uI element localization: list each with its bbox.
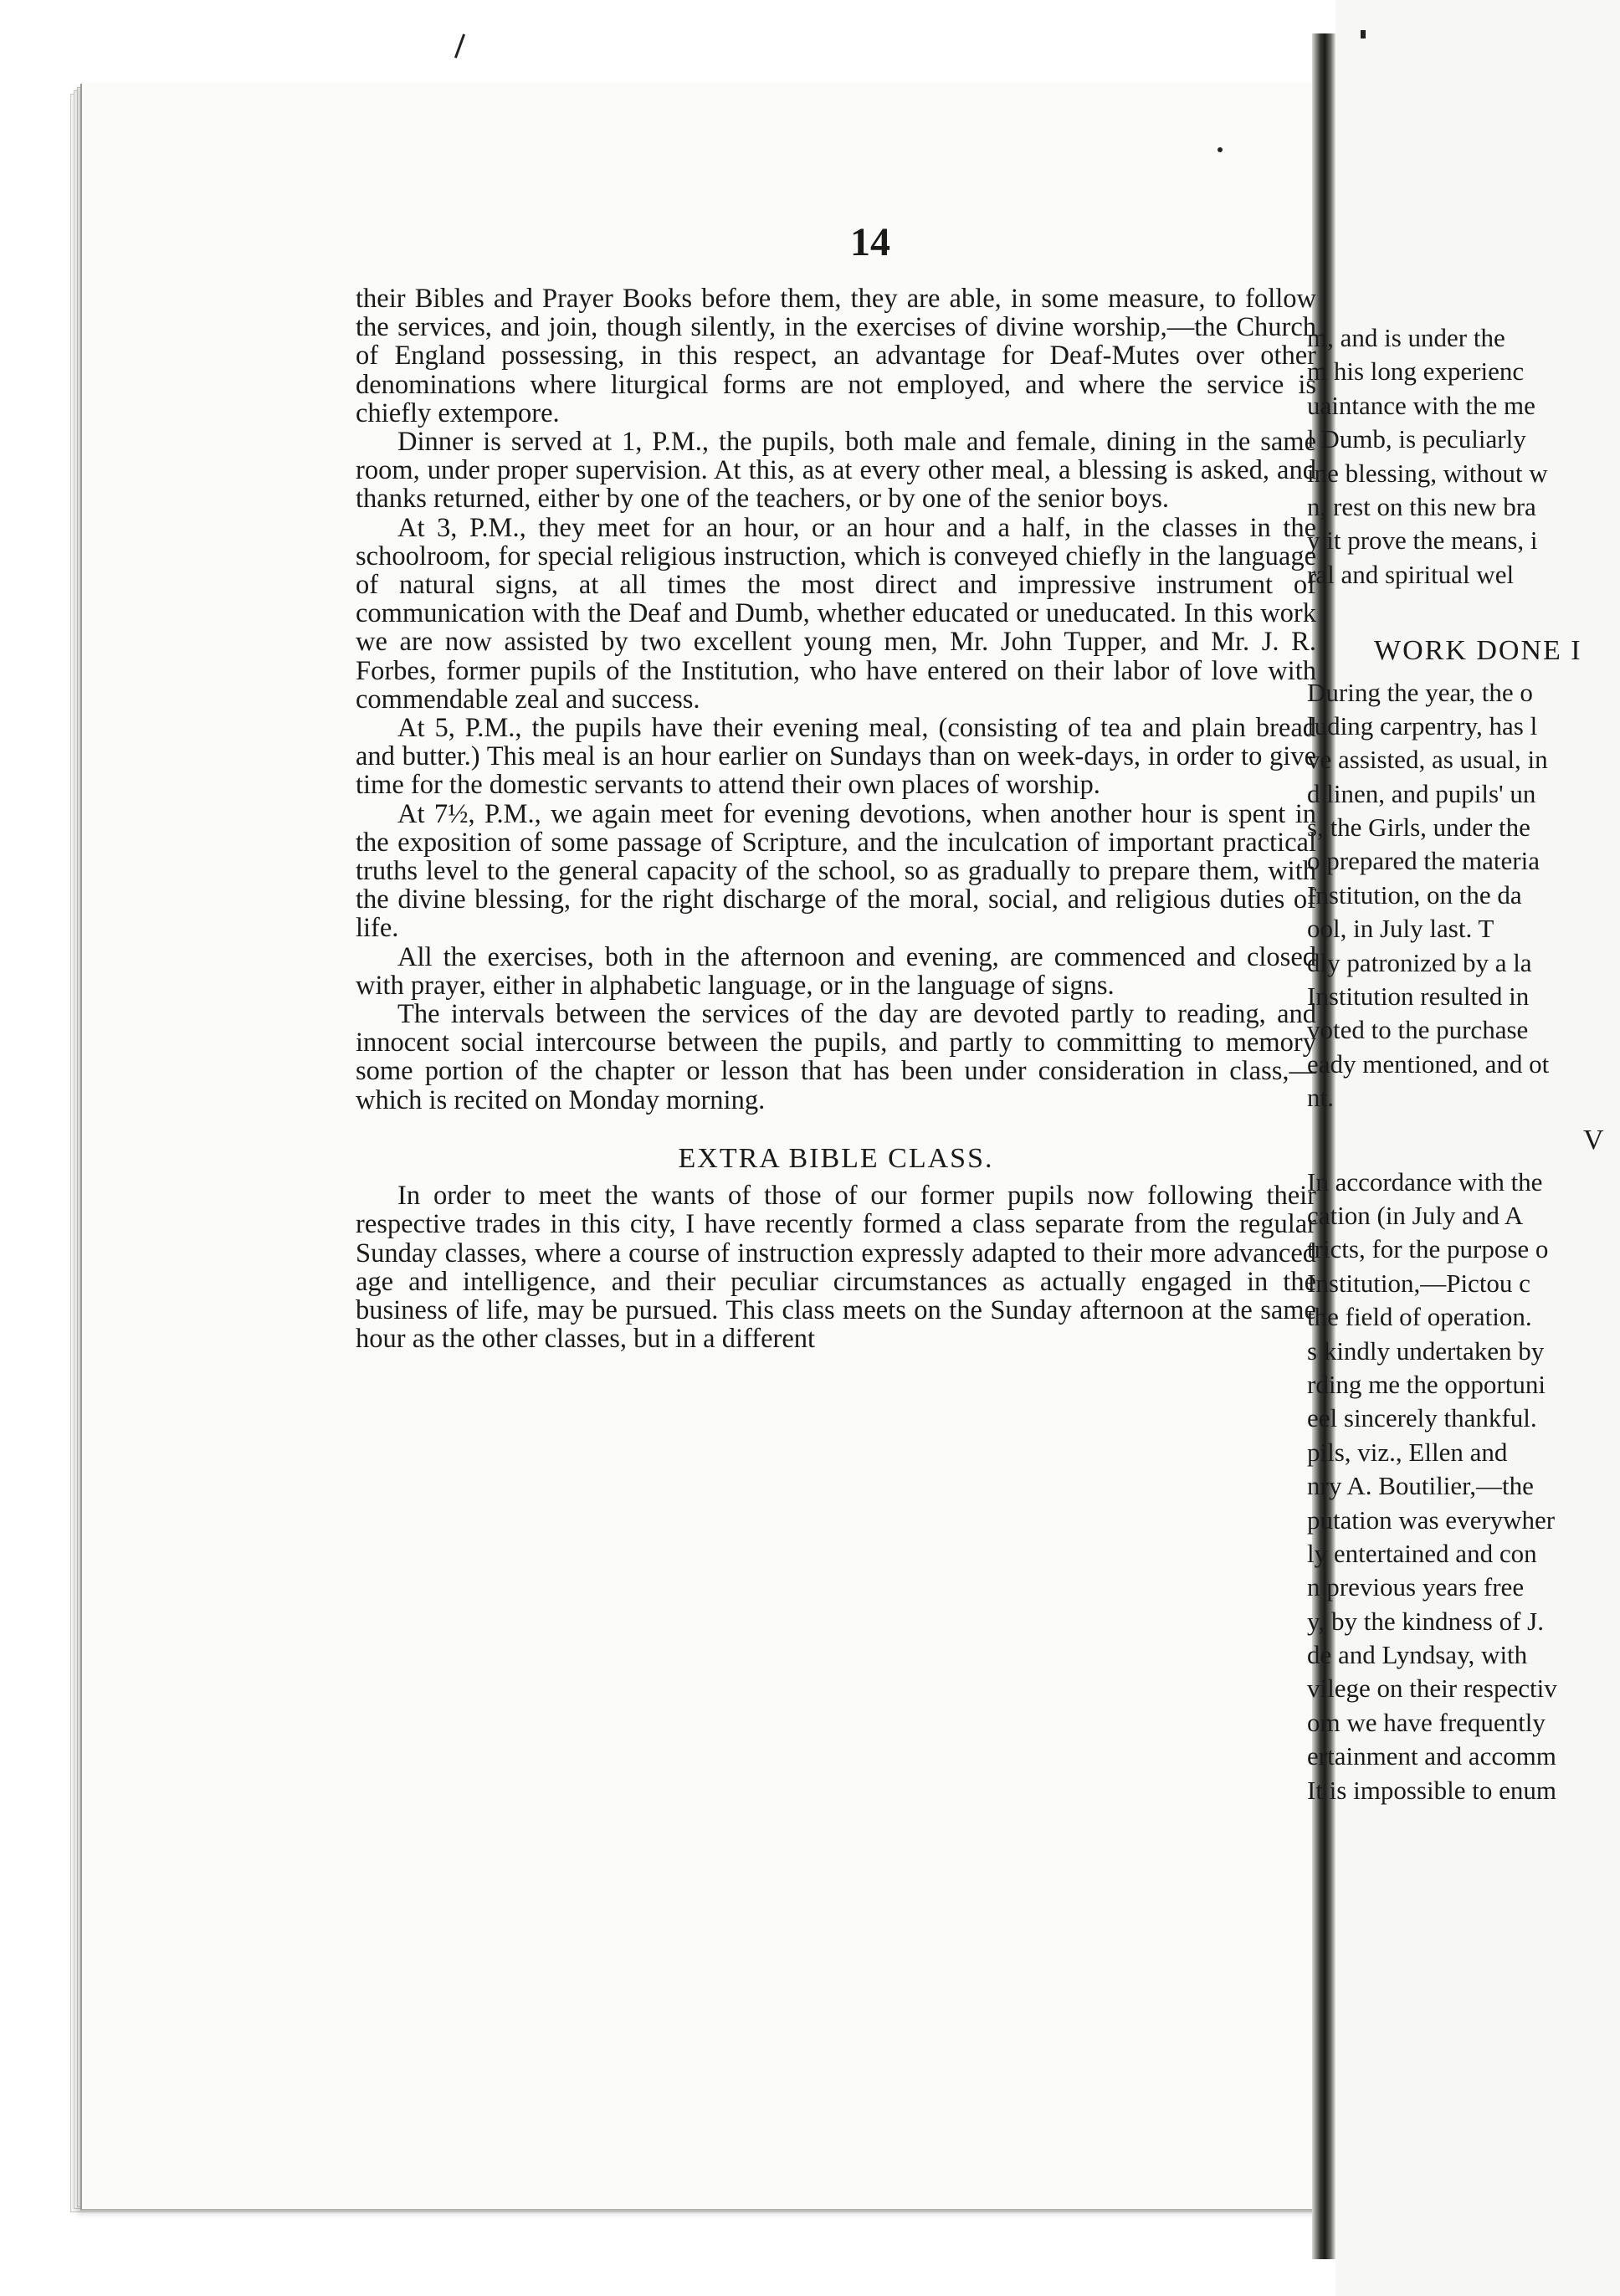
text-line: l Dumb, is peculiarly bbox=[1307, 424, 1526, 454]
text-line: luding carpentry, has l bbox=[1307, 710, 1538, 741]
text-line: voted to the purchase bbox=[1307, 1015, 1529, 1045]
text-line: om we have frequently bbox=[1307, 1707, 1546, 1737]
text-line: ral and spiritual wel bbox=[1307, 559, 1515, 589]
text-line: uaintance with the me bbox=[1307, 390, 1535, 420]
right-lines-top bbox=[1307, 321, 1620, 592]
section-heading: V bbox=[1583, 1124, 1604, 1156]
text-line: de and Lyndsay, with bbox=[1307, 1640, 1528, 1670]
text-line: It is impossible to enum bbox=[1307, 1775, 1556, 1805]
text-line: ve assisted, as usual, in bbox=[1307, 745, 1548, 775]
text-line: dly patronized by a la bbox=[1307, 947, 1532, 977]
paragraph: their Bibles and Prayer Books before them, they are able, in some measure, to follow the services, and join, though silently, in the exercises of divine worship,—the Church of England possessing, in this respect, an advantage for Deaf-Mutes over other denominations where liturgical forms are not employed, and where the service is chiefly extempore. bbox=[356, 284, 1316, 428]
text-line: eel sincerely thankful. bbox=[1307, 1403, 1537, 1433]
text-line: cation (in July and A bbox=[1307, 1200, 1524, 1230]
left-text-column bbox=[356, 284, 1316, 1353]
text-line: m his long experienc bbox=[1307, 356, 1525, 387]
text-line: Institution,—Pictou c bbox=[1307, 1268, 1530, 1298]
text-line: n, rest on this new bra bbox=[1307, 491, 1536, 521]
paragraph: The intervals between the services of the day are devoted partly to reading, and innocent social intercourse between the pupils, and partly to committing to memory some portion of the chapter or lesson that has been under consideration in class,—which is recited on Monday morning. bbox=[356, 999, 1316, 1115]
text-line: y, by the kindness of J. bbox=[1307, 1606, 1544, 1636]
text-line: the field of operation. bbox=[1307, 1302, 1532, 1332]
text-line: tricts, for the purpose o bbox=[1307, 1234, 1549, 1264]
scan-mark bbox=[1218, 147, 1223, 152]
scan-mark bbox=[1361, 30, 1366, 38]
spacer bbox=[1307, 592, 1620, 625]
text-line: nt. bbox=[1307, 1083, 1334, 1113]
text-line: During the year, the o bbox=[1307, 677, 1533, 707]
text-line: ly entertained and con bbox=[1307, 1538, 1537, 1568]
text-line: ertainment and accomm bbox=[1307, 1741, 1556, 1771]
paragraph: At 3, P.M., they meet for an hour, or an hour and a half, in the classes in the schoolroom, for special religious instruction, which is conveyed chiefly in the language of natural signs, at all times the most direct and impressive instrument of communication with the Deaf and Dumb, whether educated or uneducated. In this work we are now assisted by two excellent young men, Mr. John Tupper, and Mr. J. R. Forbes, former pupils of the Institution, who have entered on their labor of love with commendable zeal and success. bbox=[356, 512, 1316, 715]
text-line: d linen, and pupils' un bbox=[1307, 778, 1536, 808]
section-heading: WORK DONE I bbox=[1374, 634, 1582, 666]
section-heading: EXTRA BIBLE CLASS. bbox=[678, 1142, 994, 1174]
paragraph: Dinner is served at 1, P.M., the pupils, both male and female, dining in the same room, under proper supervision. At this, as at every other meal, a blessing is asked, and thanks returned, either by one of the teachers, or by one of the senior boys. bbox=[356, 427, 1316, 515]
right-text-column bbox=[1307, 321, 1620, 1807]
page-number: 14 bbox=[850, 220, 890, 264]
text-line: nry A. Boutilier,—the bbox=[1307, 1471, 1534, 1501]
text-line: ool, in July last. T bbox=[1307, 914, 1494, 944]
text-line: Institution, on the da bbox=[1307, 879, 1522, 910]
text-line: m, and is under the bbox=[1307, 323, 1505, 352]
scan-mark bbox=[454, 33, 465, 58]
text-line: In accordance with the bbox=[1307, 1166, 1543, 1197]
text-line: putation was everywher bbox=[1307, 1504, 1556, 1535]
text-line: y it prove the means, i bbox=[1307, 525, 1538, 556]
paragraph: At 7½, P.M., we again meet for evening devotions, when another hour is spent in the exposition of some passage of Scripture, and the inculcation of important practical truths level to the general capacity of the school, so as gradually to prepare them, with the divine blessing, for the right discharge of the moral, social, and religious duties of life. bbox=[356, 798, 1316, 944]
text-line: vilege on their respectiv bbox=[1307, 1673, 1557, 1704]
text-line: eady mentioned, and ot bbox=[1307, 1048, 1550, 1079]
text-line: pils, viz., Ellen and bbox=[1307, 1437, 1508, 1467]
text-line: o prepared the materia bbox=[1307, 846, 1540, 876]
paragraph: At 5, P.M., the pupils have their evening meal, (consisting of tea and plain bread and butter.) This meal is an hour earlier on Sundays than on week-days, in order to give time for the domestic servants to attend their own places of worship. bbox=[356, 713, 1316, 801]
text-line: rding me the opportuni bbox=[1307, 1369, 1546, 1399]
text-line: Institution resulted in bbox=[1307, 981, 1530, 1012]
right-lines-mid bbox=[1307, 676, 1620, 1115]
right-lines-bottom bbox=[1307, 1166, 1620, 1807]
text-line: n previous years free bbox=[1307, 1572, 1525, 1602]
paragraph: All the exercises, both in the afternoon and evening, are commenced and closed with prayer, either in alphabetic language, or in the language of signs. bbox=[356, 941, 1316, 1001]
text-line: s kindly undertaken by bbox=[1307, 1335, 1545, 1366]
text-line: s, the Girls, under the bbox=[1307, 812, 1530, 843]
text-line: ine blessing, without w bbox=[1307, 458, 1548, 488]
paragraph: In order to meet the wants of those of our former pupils now following their respective trades in this city, I have recently formed a class separate from the regular Sunday classes, where a course of instruction expressly adapted to their more advanced age and intelligence, and their peculiar circumstances as actually engaged in the business of life, may be pursued. This class meets on the Sunday afternoon at the same hour as the other classes, but in a different bbox=[356, 1181, 1316, 1355]
